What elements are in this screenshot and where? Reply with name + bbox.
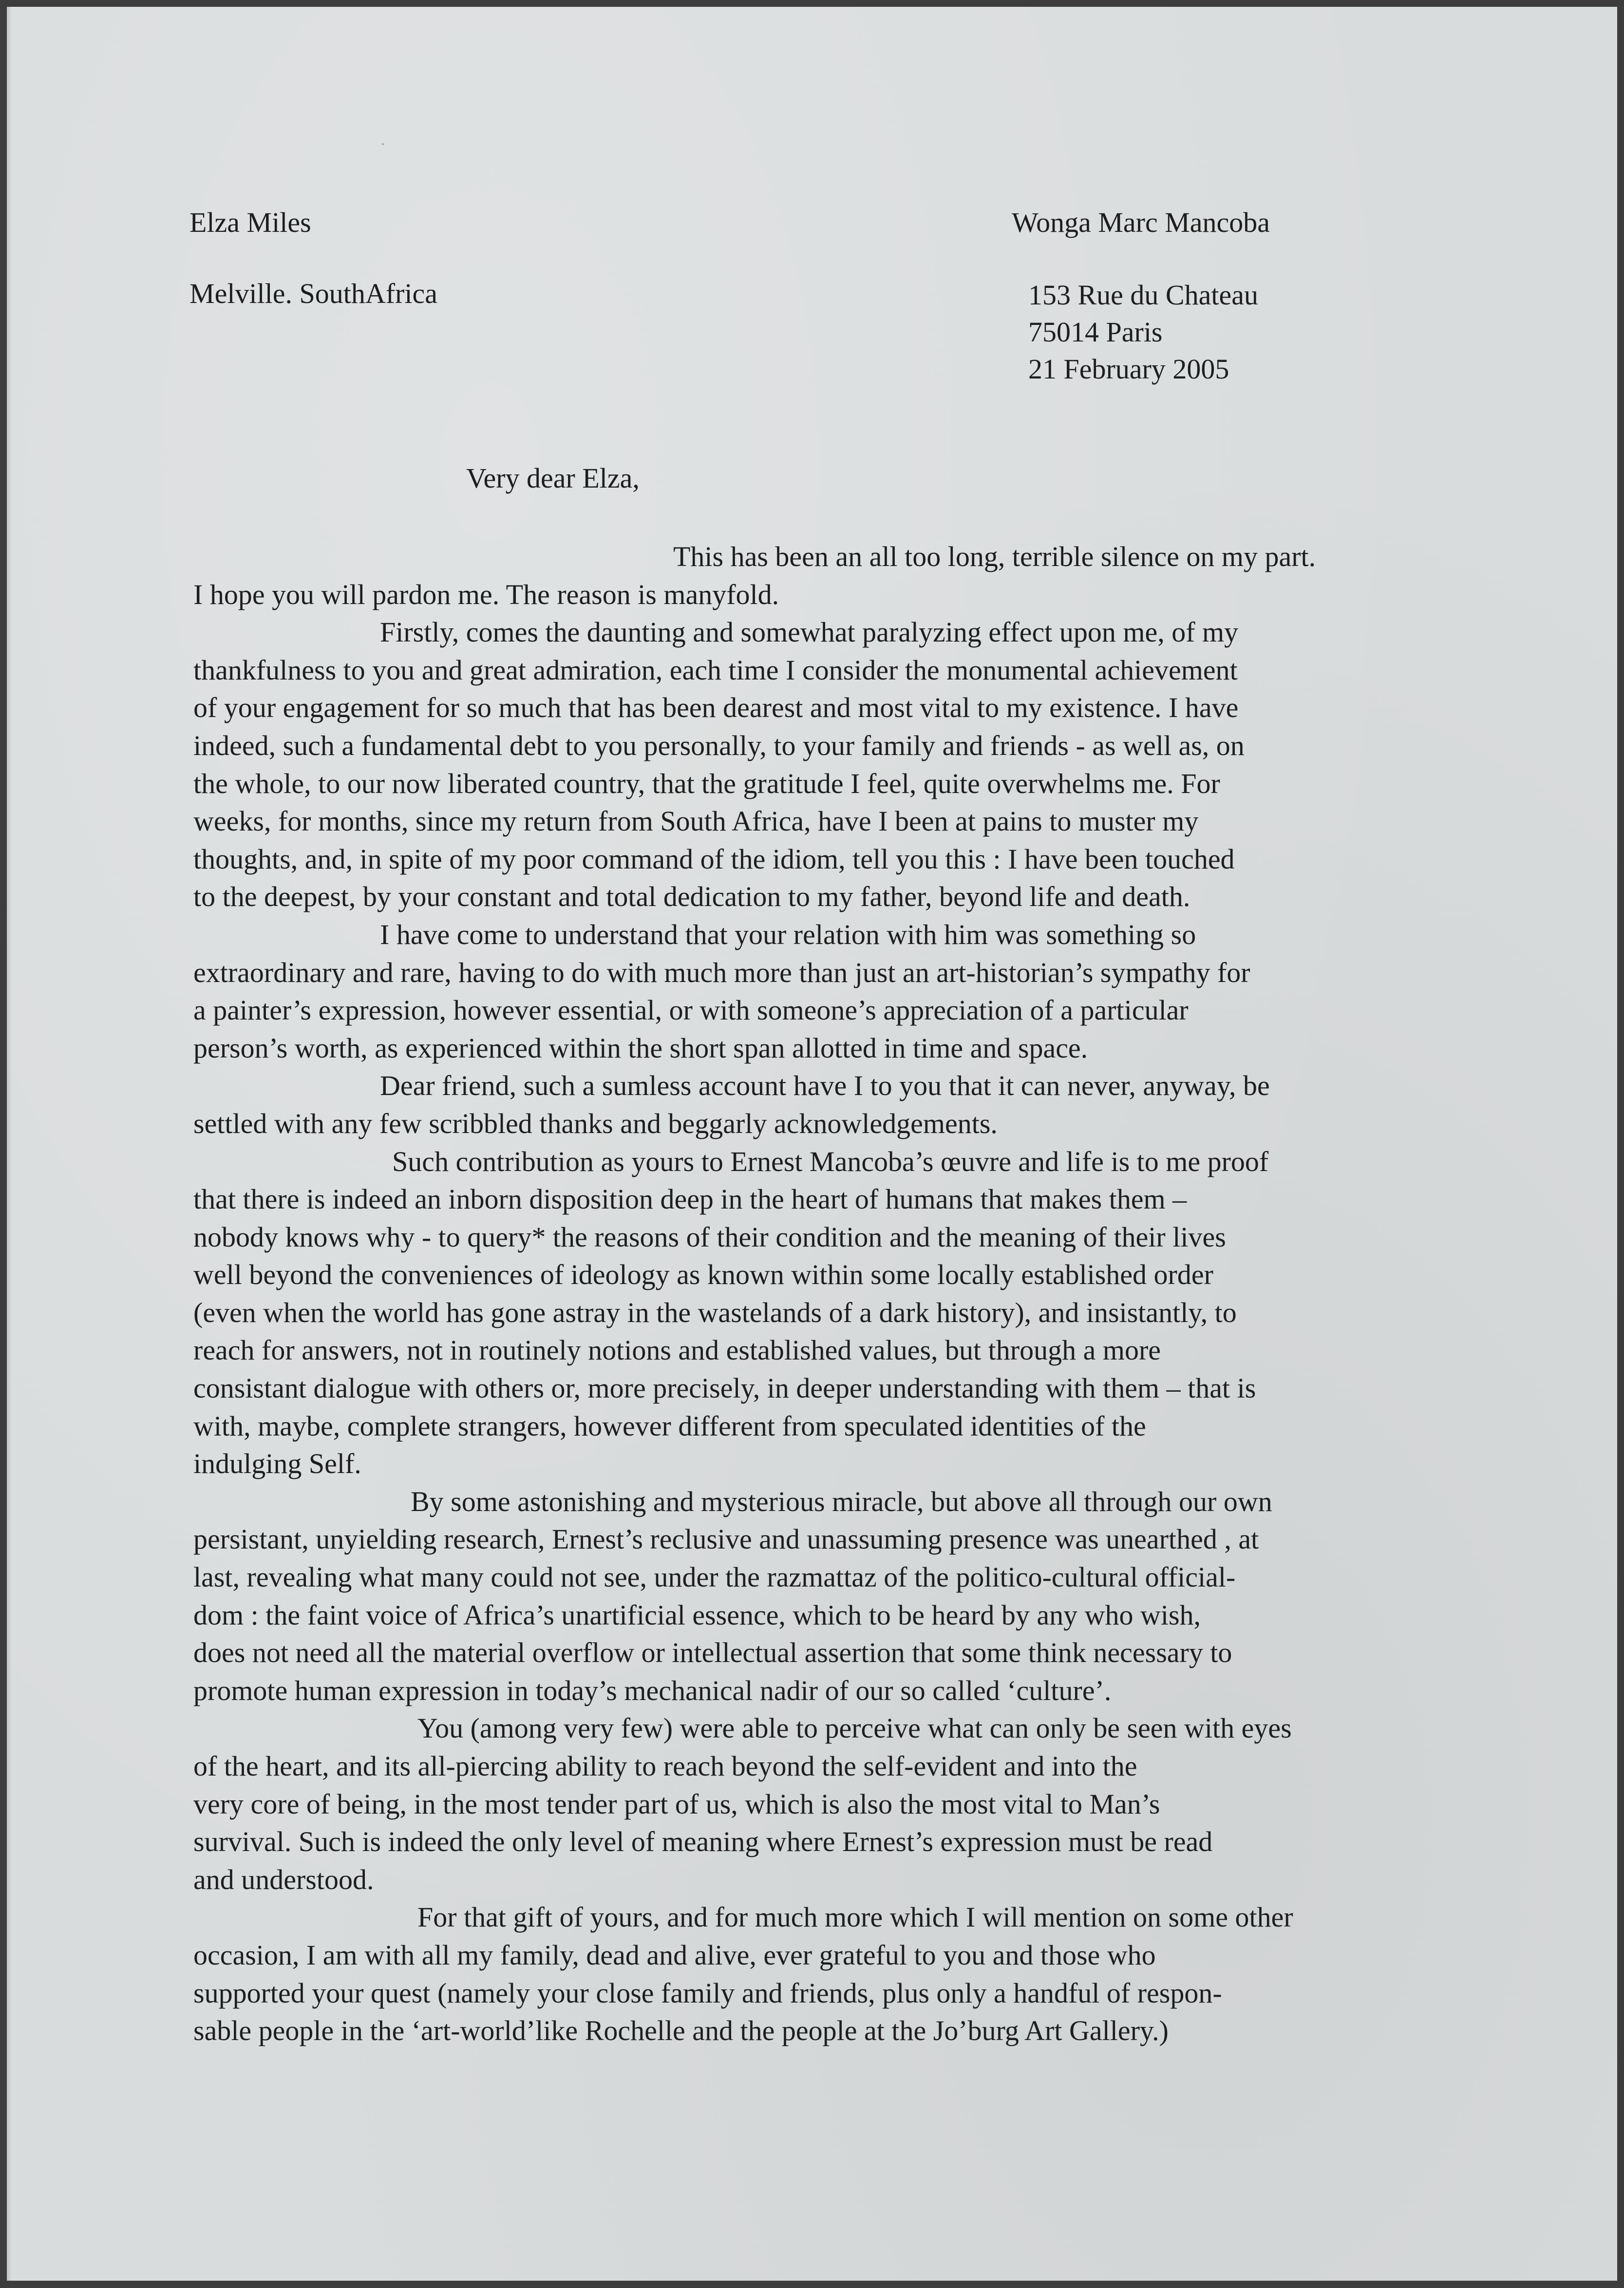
sender-name: Elza Miles [189, 207, 311, 238]
body-line: indeed, such a fundamental debt to you personally, to your family and friends - as well as, on [193, 729, 1245, 761]
body-line: of the heart, and its all-piercing ability to reach beyond the self-evident and into the [193, 1750, 1137, 1782]
body-line: extraordinary and rare, having to do with much more than just an art-historian’s sympathy for [193, 956, 1250, 988]
body-line: This has been an all too long, terrible silence on my part. [673, 541, 1316, 572]
body-line: the whole, to our now liberated country, that the gratitude I feel, quite overwhelms me. For [193, 767, 1220, 799]
body-line: consistant dialogue with others or, more precisely, in deeper understanding with them – that is [193, 1372, 1256, 1404]
letter-date: 21 February 2005 [1028, 353, 1229, 385]
sender-block [189, 204, 437, 312]
letter-content [7, 7, 1617, 2281]
recipient-name [1012, 204, 1270, 241]
body-line: last, revealing what many could not see, under the razmattaz of the politico-cultural official- [193, 1561, 1236, 1593]
body-line: Firstly, comes the daunting and somewhat paralyzing effect upon me, of my [380, 616, 1239, 648]
body-line: thoughts, and, in spite of my poor command of the idiom, tell you this : I have been touched [193, 843, 1235, 875]
body-line: person’s worth, as experienced within the short span allotted in time and space. [193, 1032, 1088, 1064]
body-line: very core of being, in the most tender part of us, which is also the most vital to Man’s [193, 1788, 1160, 1820]
body-line: nobody knows why - to query* the reasons of their condition and the meaning of their lives [193, 1221, 1226, 1253]
body-line: a painter’s expression, however essential, or with someone’s appreciation of a particular [193, 994, 1189, 1026]
recipient-street: 153 Rue du Chateau [1028, 279, 1258, 311]
body-line: to the deepest, by your constant and total dedication to my father, beyond life and death. [193, 881, 1190, 913]
body-line: reach for answers, not in routinely notions and established values, but through a more [193, 1334, 1161, 1366]
letter-body [193, 538, 1431, 2050]
body-line: You (among very few) were able to perceive what can only be seen with eyes [417, 1712, 1292, 1744]
body-line: that there is indeed an inborn disposition deep in the heart of humans that makes them – [193, 1183, 1187, 1215]
body-line: dom : the faint voice of Africa’s unartificial essence, which to be heard by any who wish, [193, 1599, 1201, 1631]
body-line: persistant, unyielding research, Ernest’s reclusive and unassuming presence was unearthed , at [193, 1523, 1259, 1555]
body-line: supported your quest (namely your close family and friends, plus only a handful of respon- [193, 1977, 1222, 2009]
body-line: settled with any few scribbled thanks and beggarly acknowledgements. [193, 1107, 998, 1139]
body-line: well beyond the conveniences of ideology as known within some locally established order [193, 1259, 1213, 1291]
body-line: survival. Such is indeed the only level of meaning where Ernest’s expression must be read [193, 1826, 1213, 1858]
body-line: thankfulness to you and great admiration, each time I consider the monumental achievement [193, 654, 1238, 686]
sender-location: Melville. SouthAfrica [189, 278, 438, 309]
body-line: Dear friend, such a sumless account have I to you that it can never, anyway, be [380, 1070, 1270, 1102]
body-line: with, maybe, complete strangers, however different from speculated identities of the [193, 1410, 1146, 1442]
recipient-address-block [1028, 277, 1258, 388]
body-line: and understood. [193, 1863, 374, 1895]
body-line: I hope you will pardon me. The reason is manyfold. [193, 578, 779, 610]
body-line: sable people in the ‘art-world’like Rochelle and the people at the Jo’burg Art Gallery.) [193, 2015, 1169, 2047]
body-line: occasion, I am with all my family, dead and alive, ever grateful to you and those who [193, 1939, 1156, 1971]
body-line: indulging Self. [193, 1448, 361, 1480]
body-line: weeks, for months, since my return from South Africa, have I been at pains to muster my [193, 805, 1199, 837]
body-line: (even when the world has gone astray in the wastelands of a dark history), and insistantly, to [193, 1296, 1237, 1328]
letter-page [7, 7, 1617, 2281]
salutation: Very dear Elza, [466, 462, 640, 494]
body-line: For that gift of yours, and for much more which I will mention on some other [417, 1901, 1293, 1933]
body-line: By some astonishing and mysterious miracle, but above all through our own [411, 1485, 1272, 1517]
body-line: of your engagement for so much that has been dearest and most vital to my existence. I have [193, 692, 1239, 724]
body-line: promote human expression in today’s mechanical nadir of our so called ‘culture’. [193, 1674, 1112, 1706]
body-line: does not need all the material overflow or intellectual assertion that some think necessary to [193, 1637, 1232, 1669]
body-line: I have come to understand that your relation with him was something so [380, 918, 1196, 950]
recipient-city: 75014 Paris [1028, 316, 1163, 348]
body-line: Such contribution as yours to Ernest Mancoba’s œuvre and life is to me proof [392, 1145, 1269, 1177]
recipient-name-text: Wonga Marc Mancoba [1012, 207, 1270, 238]
